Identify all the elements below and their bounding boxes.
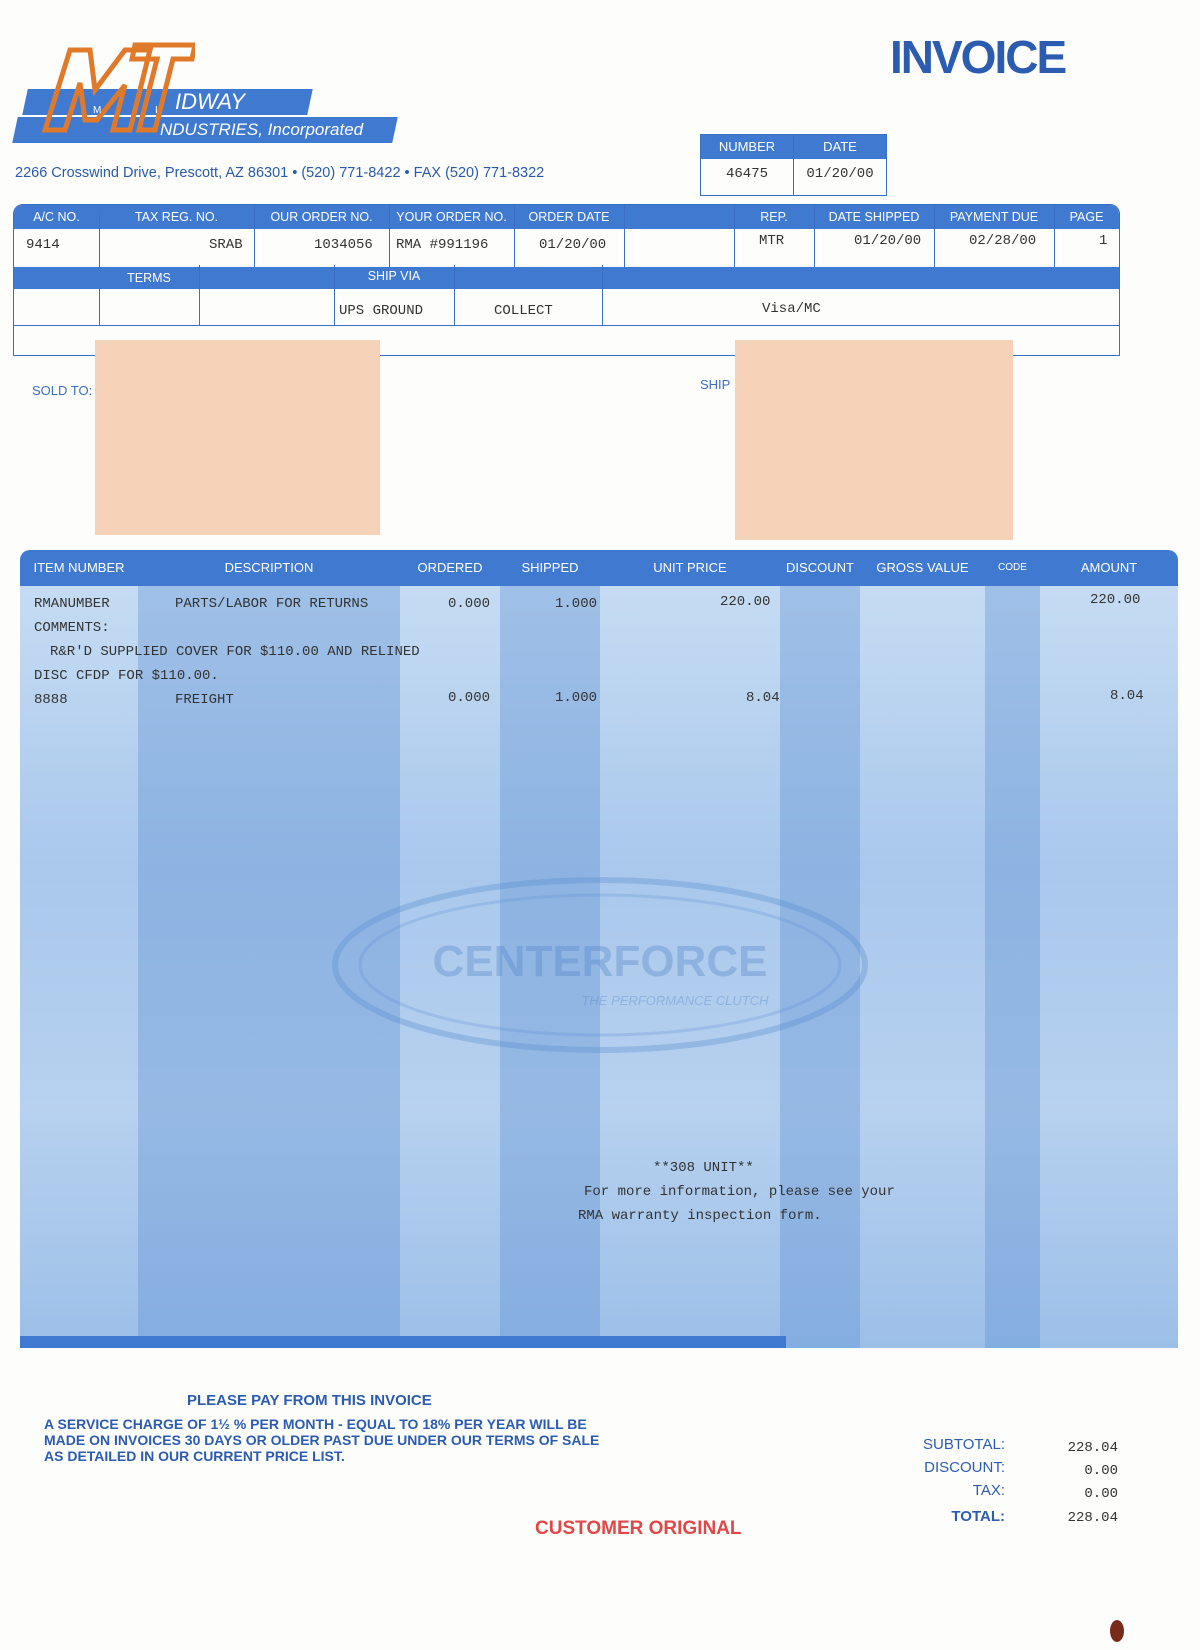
discount-value: 0.00	[1084, 1463, 1118, 1479]
sold-to-redaction	[95, 340, 380, 535]
tax-reg-value: SRAB	[209, 237, 243, 253]
row1-unit-price: 220.00	[720, 594, 771, 610]
note-line-3: RMA warranty inspection form.	[578, 1208, 822, 1224]
payment-due-label: PAYMENT DUE	[949, 210, 1039, 224]
comment-line-2: DISC CFDP FOR $110.00.	[34, 668, 219, 684]
col-unit-price: UNIT PRICE	[653, 560, 727, 575]
ship-via-label: SHIP VIA	[367, 269, 421, 283]
company-name-line1: IDWAY	[175, 89, 246, 114]
date-shipped-value: 01/20/00	[854, 233, 922, 249]
col-amount: AMOUNT	[1080, 560, 1138, 575]
payment-due-value: 02/28/00	[969, 233, 1037, 249]
total-label: TOTAL:	[951, 1508, 1005, 1525]
freight-terms-value: COLLECT	[494, 303, 553, 319]
col-ordered: ORDERED	[417, 560, 483, 575]
tax-reg-label: TAX REG. NO.	[134, 210, 219, 224]
row1-shipped: 1.000	[555, 596, 598, 612]
svg-text:THE PERFORMANCE CLUTCH: THE PERFORMANCE CLUTCH	[581, 993, 769, 1008]
date-label: DATE	[794, 135, 886, 159]
payment-method-value: Visa/MC	[762, 301, 821, 317]
ac-no-value: 9414	[26, 237, 60, 253]
items-table-bottom-bar	[20, 1336, 786, 1348]
order-date-value: 01/20/00	[539, 237, 607, 253]
col-description: DESCRIPTION	[224, 560, 314, 575]
sold-to-label: SOLD TO:	[32, 383, 93, 398]
invoice-number-date-box	[700, 134, 887, 196]
col-item-number: ITEM NUMBER	[33, 560, 125, 575]
terms-label: TERMS	[127, 271, 171, 285]
row2-ordered: 0.000	[448, 690, 491, 706]
col-shipped: SHIPPED	[521, 560, 579, 575]
ship-to-label: SHIP	[700, 377, 731, 392]
col-discount: DISCOUNT	[786, 560, 854, 575]
your-order-value: RMA #991196	[396, 237, 489, 253]
ink-spot	[1110, 1620, 1124, 1642]
page-value: 1	[1099, 233, 1108, 249]
pay-notice-title: PLEASE PAY FROM THIS INVOICE	[187, 1392, 432, 1409]
number-label: NUMBER	[701, 135, 793, 159]
svg-text:M: M	[93, 105, 102, 116]
tax-value: 0.00	[1084, 1486, 1118, 1502]
col-gross-value: GROSS VALUE	[876, 560, 969, 575]
svg-text:CENTERFORCE: CENTERFORCE	[432, 937, 768, 986]
our-order-value: 1034056	[314, 237, 373, 253]
our-order-label: OUR ORDER NO.	[270, 210, 373, 224]
ship-to-redaction	[735, 340, 1013, 540]
customer-original-stamp: CUSTOMER ORIGINAL	[535, 1518, 742, 1539]
comments-label: COMMENTS:	[34, 620, 110, 636]
discount-label: DISCOUNT:	[924, 1459, 1005, 1476]
row2-amount: 8.04	[1110, 688, 1144, 704]
company-address: 2266 Crosswind Drive, Prescott, AZ 86301 • (520) 771-8422 • FAX (520) 771-8322	[15, 165, 545, 181]
rep-label: REP.	[760, 210, 788, 224]
service-charge-notice: A SERVICE CHARGE OF 1½ % PER MONTH - EQUAL TO 18% PER YEAR WILL BE MADE ON INVOICES 30 DAYS OR OLDER PAST DUE UNDER OUR TERMS OF SALE AS DETAILED IN OUR CURRENT PRICE LIST.	[44, 1416, 600, 1464]
row2-description: FREIGHT	[175, 692, 234, 708]
row1-ordered: 0.000	[448, 596, 491, 612]
row1-amount: 220.00	[1090, 592, 1141, 608]
invoice-number: 46475	[725, 166, 768, 182]
subtotal-value: 228.04	[1067, 1440, 1118, 1456]
note-line-2: For more information, please see your	[584, 1184, 895, 1200]
page-label: PAGE	[1069, 210, 1104, 224]
company-logo	[15, 35, 395, 150]
comment-line-1: R&R'D SUPPLIED COVER FOR $110.00 AND RELINED	[50, 644, 420, 660]
document-title: INVOICE	[890, 31, 1066, 83]
row1-description: PARTS/LABOR FOR RETURNS	[175, 596, 369, 612]
note-line-1: **308 UNIT**	[653, 1160, 754, 1176]
row1-item: RMANUMBER	[34, 596, 110, 612]
row2-shipped: 1.000	[555, 690, 598, 706]
tax-label: TAX:	[972, 1482, 1005, 1499]
subtotal-label: SUBTOTAL:	[923, 1436, 1005, 1453]
rep-value: MTR	[759, 233, 785, 249]
col-code: CODE	[998, 562, 1027, 573]
total-value: 228.04	[1067, 1510, 1118, 1526]
your-order-label: YOUR ORDER NO.	[396, 210, 507, 224]
date-shipped-label: DATE SHIPPED	[828, 210, 920, 224]
ship-via-value: UPS GROUND	[339, 303, 424, 319]
company-name-line2: NDUSTRIES, Incorporated	[160, 120, 364, 139]
order-date-label: ORDER DATE	[528, 210, 610, 224]
row2-item: 8888	[34, 692, 68, 708]
invoice-header-table	[13, 204, 1120, 356]
row2-unit-price: 8.04	[746, 690, 780, 706]
centerforce-watermark	[330, 870, 870, 1060]
invoice-date: 01/20/00	[806, 166, 874, 182]
svg-text:I: I	[155, 105, 158, 116]
ac-no-label: A/C NO.	[33, 210, 80, 224]
